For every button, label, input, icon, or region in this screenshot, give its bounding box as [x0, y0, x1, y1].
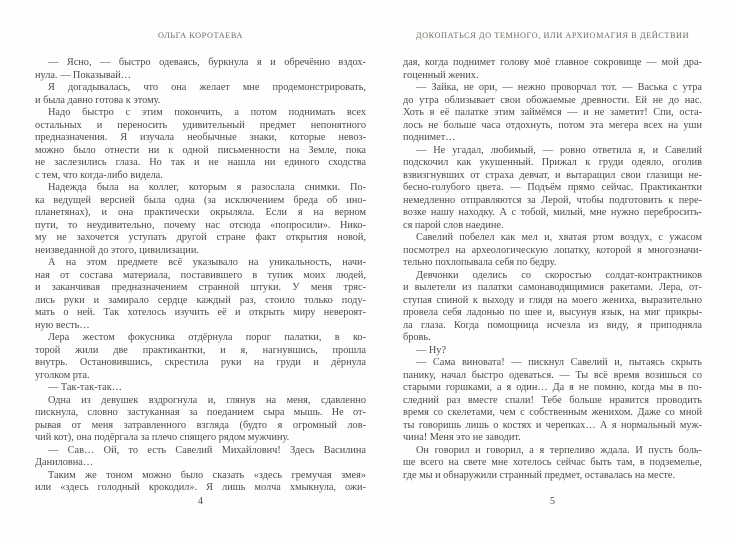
text-line: — Ясно, — быстро одеваясь, буркнула я и обречённо вздох- [48, 57, 366, 68]
text-line: ты говоришь лишь о костях и черепках… А я нормальный муж- [403, 419, 702, 431]
text-line: пискнула, словно застуканная за поеданием сыра мышь. Не от- [35, 407, 366, 418]
text-line: подскочил как укушенный. Прижал к груди одеяло, оголив [403, 157, 702, 168]
text-line: предназначения. Я изучала необычные знаки, которые невоз- [35, 132, 366, 143]
text-line: можно было отнести ни к одной письменности на Земле, пока [35, 144, 366, 156]
text-line: с тем, что когда-либо видела. [35, 169, 163, 181]
text-line: гоценный жених. [403, 69, 479, 81]
text-line: Хоть в её палатке этим займёмся — и не заметит! Спи, оста- [403, 107, 702, 118]
text-line: торой жили две практикантки, и я, нагнувшись, прошла [35, 344, 366, 356]
text-line: и была давно готова к этому. [35, 94, 161, 106]
text-line: ную весть… [35, 319, 90, 331]
text-line: Он говорил и говорил, а я терпеливо ждала. И пусть боль- [416, 444, 702, 456]
text-line: — Сав… Ой, то есть Савелий Михайлович! Здесь Василина [48, 444, 366, 456]
text-line: Надо быстро с этим покончить, а потом поднимать всех [48, 107, 366, 118]
text-line: Даниловна… [35, 457, 94, 468]
text-line: планетянах), и она практически окрыляла. Если я на верном [35, 207, 366, 218]
text-line: старыми горшками, а я один… Да я не помню, когда мы в по- [403, 382, 702, 393]
text-line: неизведанной до этого, цивилизации. [35, 244, 199, 256]
text-line: немедленно отправляются за Лерой, чтобы подготовить к пере- [403, 194, 702, 206]
text-line: — Ну? [416, 344, 447, 356]
text-line: — Не угадал, любимый, — ровно ответила я, и Савелий [416, 144, 702, 156]
text-line: взвизгнувших от страха девчат, и вытаращил свои глазищи не- [403, 169, 702, 181]
text-line: — Зайка, не ори, — нежно проворчал тот. — Васька с утра [416, 82, 702, 93]
text-line: А на этом предмете всё указывало на уникальность, начи- [48, 257, 366, 268]
text-line: или «здесь голодный крокодил». Я лишь молча хмыкнула, ожи- [35, 482, 366, 493]
text-line: ла глаза. Когда помощница исчезла из виду, я приподняла [403, 319, 702, 331]
text-line: бровь. [403, 332, 431, 343]
text-line: ше всего на свете мне хотелось сейчас быть там, в подземелье, [403, 457, 702, 468]
text-line: остальных и переносить удивительный предмет непонятного [35, 119, 366, 131]
text-line: следний раз вместе спали! Тебе больше нравится проводить [403, 394, 702, 406]
text-line: и заканчивая предназначением странной штуки. У меня тряс- [35, 282, 366, 293]
page-number-right: 5 [550, 496, 555, 507]
text-line: лось не больше часа отдохнуть, потом эта мегера всех на уши [403, 119, 702, 131]
text-line: ся парой слов наедине. [403, 219, 504, 231]
text-line: возке нашу находку. А с тобой, милый, мне нужно перебросить- [403, 207, 702, 218]
text-line: время со скелетами, чем с собственным женихом. Даже со мной [403, 407, 702, 418]
text-line: Таким же тоном можно было сказать «здесь гремучая змея» [48, 469, 366, 481]
text-line: Надежда была на коллег, которым я разослала снимки. По- [48, 182, 366, 193]
page-number-left: 4 [198, 496, 203, 507]
text-line: му не захочется уступать другой стране факт открытия новой, [35, 232, 366, 243]
text-line: чина! Меня это не заводит. [403, 432, 521, 443]
page-left [35, 0, 366, 540]
text-line: бесно-голубого цвета. — Подъём прямо сейчас. Практикантки [403, 182, 702, 193]
text-line: Одна из девушек вздрогнула и, глянув на меня, сдавленно [48, 394, 366, 406]
text-line: Лера жестом фокусника отдёрнула порог палатки, в ко- [48, 332, 366, 343]
text-line: Девчонки оделись со скоростью солдат-контрактников [416, 269, 702, 281]
text-line: лись руки и замирало сердце каждый раз, стоило только поду- [35, 294, 366, 306]
text-line: тельно похлопывала себя по бедру. [403, 257, 557, 268]
page-text-right [403, 57, 702, 482]
text-line: провела себя ладонью по шее и, высунув язык, на миг прикры- [403, 307, 702, 318]
text-line: ка ведущей версией была одна (за исключением бреда об ино- [35, 194, 366, 206]
page-text-left [35, 57, 366, 495]
text-line: и вылетели из палатки самонаводящимися ракетами. Лера, от- [403, 282, 702, 293]
text-line: — Сама виновата! — пискнул Савелий и, пытаясь скрыть [416, 357, 702, 368]
text-line: посмотрел на археологическую лопатку, которой я многозначи- [403, 244, 702, 256]
text-line: не заслезились глаза. Но так и не нашла ни единого сходства [35, 157, 366, 168]
running-header-author: ОЛЬГА КОРОТАЕВА [158, 31, 243, 40]
text-line: внутрь. Остановившись, скрестила руки на груди и дёрнула [35, 357, 366, 368]
text-line: уголком рта. [35, 369, 90, 381]
text-line: где мы и обнаружили странный предмет, оставалась на месте. [403, 469, 676, 481]
text-line: мать о ней. Так хотелось изучить её и открыть миру невероят- [35, 307, 366, 318]
text-line: до утра облизывает свои обожаемые древности. Ей не до нас. [403, 94, 702, 106]
text-line: пути, то неудивительно, почему нас отсюда «попросили». Нико- [35, 219, 366, 231]
page-right [403, 0, 702, 540]
text-line: Савелий побелел как мел и, хватая ртом воздух, с ужасом [416, 232, 702, 243]
text-line: нула. — Показывай… [35, 69, 132, 81]
text-line: — Так-так-так… [48, 382, 123, 393]
text-line: чий кот), она подёргала за плечо спящего рядом мужчину. [35, 432, 290, 443]
text-line: Я догадывалась, что она желает мне продемонстрировать, [48, 82, 366, 93]
text-line: поднимет… [403, 132, 456, 143]
text-line: дая, когда поднимет голову моё главное сокровище — мой дра- [403, 57, 702, 68]
text-line: панику, начал быстро одеваться. — Ты всё время возишься со [403, 369, 702, 381]
text-line: ступая спиной к выходу и глядя на моего жениха, выразительно [403, 294, 702, 306]
text-line: ная от состава материала, поставившего в тупик моих людей, [35, 269, 366, 281]
running-header-title: ДОКОПАТЬСЯ ДО ТЕМНОГО, ИЛИ АРХИОМАГИЯ В ДЕЙСТВИИ [415, 31, 690, 40]
text-line: рывая от меня затравленного взгляда (будто я огромный лов- [35, 419, 366, 431]
